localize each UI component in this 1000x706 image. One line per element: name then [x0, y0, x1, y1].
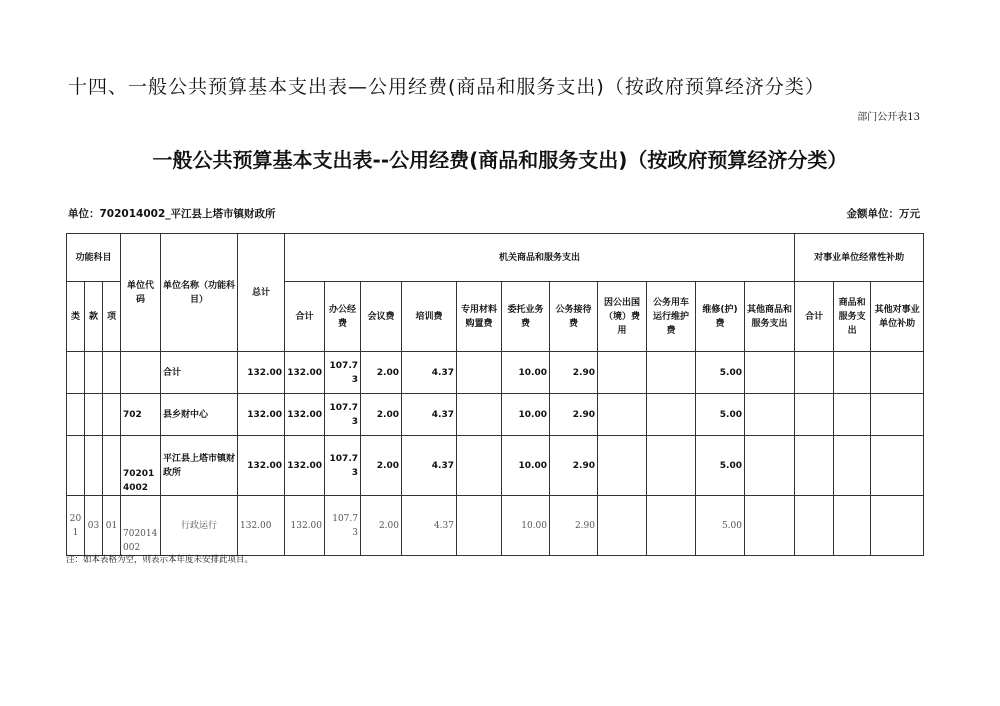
header-sub-office: 办公经费: [325, 282, 361, 352]
cell-subsidy-sum: [795, 394, 834, 436]
cell-code: 702014002: [121, 496, 161, 556]
cell-sum: 132.00: [285, 394, 325, 436]
cell-other: [745, 352, 795, 394]
cell-entrust: 10.00: [502, 436, 550, 496]
cell-xiang: [103, 352, 121, 394]
cell-office: 107.73: [325, 436, 361, 496]
cell-car: [647, 436, 696, 496]
expenditure-table: [66, 233, 924, 556]
cell-code: [121, 352, 161, 394]
cell-car: [647, 394, 696, 436]
cell-material: [457, 496, 502, 556]
cell-subsidy-goods: [834, 352, 871, 394]
table-row: [67, 394, 924, 436]
cell-entrust: 10.00: [502, 496, 550, 556]
cell-subsidy-other: [871, 496, 924, 556]
cell-repair: 5.00: [696, 436, 745, 496]
unit-label: 单位：702014002_平江县上塔市镇财政所: [68, 208, 276, 220]
cell-kuan: 03: [85, 496, 103, 556]
cell-reception: 2.90: [550, 352, 598, 394]
header-sub-abroad: 因公出国（境）费用: [598, 282, 647, 352]
cell-material: [457, 394, 502, 436]
cell-code: 702014002: [121, 436, 161, 496]
cell-reception: 2.90: [550, 496, 598, 556]
cell-office: 107.73: [325, 352, 361, 394]
cell-subsidy-goods: [834, 436, 871, 496]
table-row: [67, 436, 924, 496]
cell-other: [745, 394, 795, 436]
header-total: 总计: [238, 234, 285, 352]
header-sub-reception: 公务接待费: [550, 282, 598, 352]
cell-meeting: 2.00: [361, 436, 402, 496]
cell-kuan: [85, 394, 103, 436]
cell-subsidy-goods: [834, 394, 871, 436]
cell-name: 平江县上塔市镇财政所: [161, 436, 238, 496]
header-sub-training: 培训费: [402, 282, 457, 352]
cell-entrust: 10.00: [502, 352, 550, 394]
header-lei: 类: [67, 282, 85, 352]
header-sub-other: 其他商品和服务支出: [745, 282, 795, 352]
cell-name: 合计: [161, 352, 238, 394]
cell-xiang: [103, 394, 121, 436]
cell-total: 132.00: [238, 496, 285, 556]
cell-car: [647, 352, 696, 394]
cell-lei: 201: [67, 496, 85, 556]
header-subsidy-sum: 合计: [795, 282, 834, 352]
cell-subsidy-other: [871, 436, 924, 496]
cell-subsidy-other: [871, 394, 924, 436]
cell-repair: 5.00: [696, 394, 745, 436]
cell-total: 132.00: [238, 352, 285, 394]
cell-material: [457, 436, 502, 496]
form-number: 部门公开表13: [857, 112, 920, 123]
cell-kuan: [85, 436, 103, 496]
header-sub-sum: 合计: [285, 282, 325, 352]
cell-reception: 2.90: [550, 394, 598, 436]
page-heading: 十四、一般公共预算基本支出表—公用经费(商品和服务支出)（按政府预算经济分类）: [68, 76, 825, 98]
cell-meeting: 2.00: [361, 496, 402, 556]
cell-kuan: [85, 352, 103, 394]
cell-office: 107.73: [325, 394, 361, 436]
header-xiang: 项: [103, 282, 121, 352]
cell-entrust: 10.00: [502, 394, 550, 436]
table-row: [67, 496, 924, 556]
header-func-subject: 功能科目: [67, 234, 121, 282]
cell-subsidy-other: [871, 352, 924, 394]
cell-xiang: 01: [103, 496, 121, 556]
header-sub-car: 公务用车运行维护费: [647, 282, 696, 352]
cell-subsidy-sum: [795, 352, 834, 394]
cell-sum: 132.00: [285, 496, 325, 556]
cell-name: 县乡财中心: [161, 394, 238, 436]
header-sub-repair: 维修(护)费: [696, 282, 745, 352]
cell-abroad: [598, 436, 647, 496]
cell-repair: 5.00: [696, 352, 745, 394]
cell-repair: 5.00: [696, 496, 745, 556]
cell-meeting: 2.00: [361, 394, 402, 436]
cell-other: [745, 496, 795, 556]
header-sub-entrust: 委托业务费: [502, 282, 550, 352]
cell-sum: 132.00: [285, 352, 325, 394]
header-sub-material: 专用材料购置费: [457, 282, 502, 352]
cell-lei: [67, 436, 85, 496]
cell-car: [647, 496, 696, 556]
header-subsidy-other: 其他对事业单位补助: [871, 282, 924, 352]
cell-subsidy-sum: [795, 496, 834, 556]
cell-abroad: [598, 496, 647, 556]
header-goods-services: 机关商品和服务支出: [285, 234, 795, 282]
cell-other: [745, 436, 795, 496]
table-row: [67, 352, 924, 394]
cell-training: 4.37: [402, 436, 457, 496]
cell-xiang: [103, 436, 121, 496]
cell-name: 行政运行: [161, 496, 238, 556]
cell-reception: 2.90: [550, 436, 598, 496]
amount-unit-label: 金额单位：万元: [846, 208, 920, 220]
cell-material: [457, 352, 502, 394]
cell-sum: 132.00: [285, 436, 325, 496]
header-kuan: 款: [85, 282, 103, 352]
header-subsidy-goods: 商品和服务支出: [834, 282, 871, 352]
cell-training: 4.37: [402, 496, 457, 556]
header-subsidy: 对事业单位经常性补助: [795, 234, 924, 282]
cell-training: 4.37: [402, 394, 457, 436]
header-unit-code: 单位代码: [121, 234, 161, 352]
header-sub-meeting: 会议费: [361, 282, 402, 352]
header-unit-name: 单位名称（功能科目）: [161, 234, 238, 352]
cell-lei: [67, 352, 85, 394]
cell-office: 107.73: [325, 496, 361, 556]
table-title: 一般公共预算基本支出表--公用经费(商品和服务支出)（按政府预算经济分类）: [152, 148, 848, 172]
cell-total: 132.00: [238, 436, 285, 496]
cell-subsidy-sum: [795, 436, 834, 496]
cell-total: 132.00: [238, 394, 285, 436]
cell-lei: [67, 394, 85, 436]
cell-code: 702: [121, 394, 161, 436]
cell-abroad: [598, 394, 647, 436]
cell-meeting: 2.00: [361, 352, 402, 394]
cell-subsidy-goods: [834, 496, 871, 556]
cell-abroad: [598, 352, 647, 394]
footnote: 注：如本表格为空，则表示本年度未安排此项目。: [66, 555, 254, 565]
cell-training: 4.37: [402, 352, 457, 394]
